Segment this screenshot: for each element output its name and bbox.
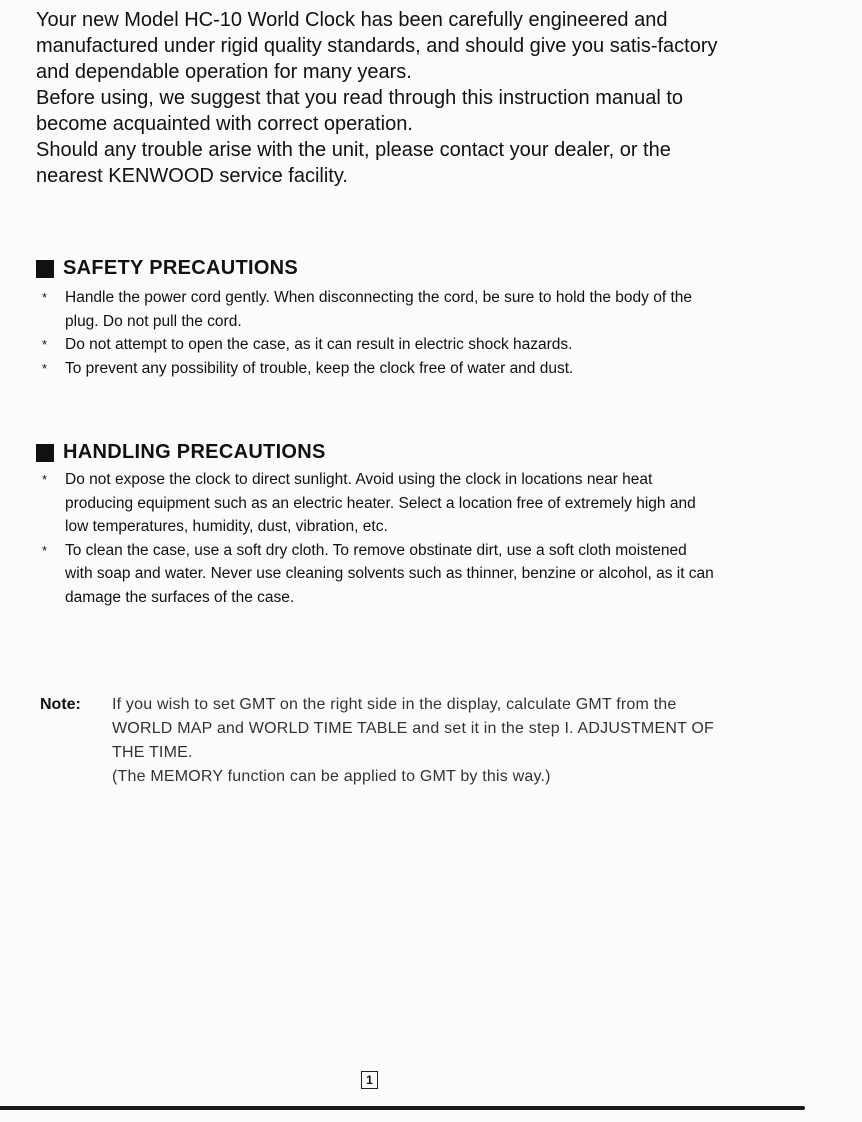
- note-label: Note:: [40, 696, 81, 713]
- asterisk-bullet: *: [42, 290, 48, 305]
- square-bullet-icon: [36, 260, 54, 278]
- list-item-text: Do not expose the clock to direct sunlight. Avoid using the clock in locations near heat producing equipment such as an electric heater. Select a location free of extremely high and low temperatures, humidity, dust, vibration, etc.: [65, 471, 696, 535]
- intro-text: [36, 7, 726, 189]
- list-item: [36, 539, 716, 610]
- asterisk-bullet: *: [42, 542, 48, 558]
- list-item-text: Do not attempt to open the case, as it can result in electric shock hazards.: [65, 336, 573, 353]
- asterisk-bullet: *: [42, 360, 48, 376]
- safety-list: [36, 286, 716, 380]
- note-block: [40, 693, 720, 789]
- list-item: [36, 357, 716, 381]
- intro-paragraph: Before using, we suggest that you read through this instruction manual to become acquainted with correct operation.: [36, 87, 684, 135]
- list-item: [36, 333, 716, 357]
- asterisk-bullet: *: [42, 472, 48, 487]
- handling-heading-text: HANDLING PRECAUTIONS: [63, 441, 326, 463]
- intro-paragraph: Your new Model HC-10 World Clock has been carefully engineered and manufactured under rigid quality standards, and should give you satis-factory and dependable operation for many years.: [36, 9, 718, 83]
- note-line: (The MEMORY function can be applied to GMT by this way.): [112, 768, 551, 785]
- list-item-text: To clean the case, use a soft dry cloth. To remove obstinate dirt, use a soft cloth moistened with soap and water. Never use cleaning solvents such as thinner, benzine or alcohol, as it can damage the surfaces of the case.: [65, 541, 714, 606]
- handling-list: [36, 468, 716, 609]
- safety-heading: [36, 257, 298, 280]
- page-number: 1: [361, 1071, 378, 1089]
- list-item: [36, 286, 716, 333]
- list-item: [36, 468, 716, 539]
- square-bullet-icon: [36, 444, 54, 462]
- bottom-rule: [0, 1106, 805, 1110]
- asterisk-bullet: *: [42, 337, 48, 352]
- safety-heading-text: SAFETY PRECAUTIONS: [63, 257, 299, 279]
- list-item-text: Handle the power cord gently. When disconnecting the cord, be sure to hold the body of the plug. Do not pull the cord.: [65, 289, 692, 330]
- note-body: [112, 693, 720, 789]
- intro-paragraph: Should any trouble arise with the unit, please contact your dealer, or the nearest KENWOOD service facility.: [36, 139, 671, 187]
- handling-heading: [36, 441, 326, 464]
- note-line: If you wish to set GMT on the right side in the display, calculate GMT from the WORLD MAP and WORLD TIME TABLE and set it in the step I. ADJUSTMENT OF THE TIME.: [112, 696, 715, 761]
- list-item-text: To prevent any possibility of trouble, keep the clock free of water and dust.: [65, 359, 574, 377]
